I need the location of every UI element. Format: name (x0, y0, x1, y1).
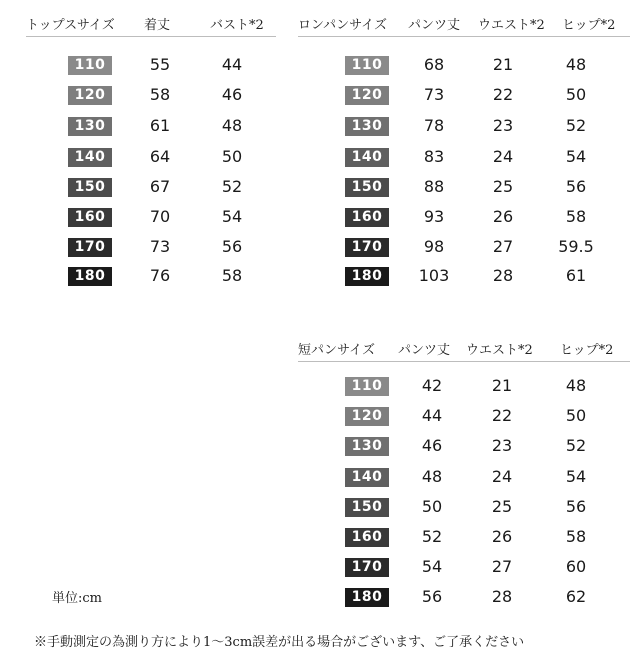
length-value: 56 (421, 587, 443, 606)
size-badge: 180 (345, 267, 389, 286)
waist-value: 26 (492, 207, 514, 226)
table-row (26, 207, 276, 237)
short-pants-size-table (298, 331, 630, 621)
table-row (26, 116, 276, 146)
length-value: 55 (149, 55, 171, 74)
short-pants-header-length: パンツ丈 (398, 343, 451, 358)
waist-value: 23 (491, 436, 513, 455)
size-badge: 110 (345, 377, 389, 396)
size-badge: 170 (345, 558, 389, 577)
table-row (26, 237, 276, 267)
hip-value: 48 (565, 55, 587, 74)
hip-value: 56 (565, 177, 587, 196)
hip-value: 58 (565, 207, 587, 226)
length-value: 103 (418, 266, 450, 285)
size-badge: 150 (68, 178, 112, 197)
length-value: 70 (149, 207, 171, 226)
waist-value: 27 (492, 237, 514, 256)
size-badge: 150 (345, 498, 389, 517)
long-pants-header-hip: ヒップ*2 (562, 18, 616, 33)
bust-value: 44 (221, 55, 243, 74)
table-row (26, 55, 276, 85)
bust-value: 52 (221, 177, 243, 196)
hip-value: 52 (565, 116, 587, 135)
length-value: 42 (421, 376, 443, 395)
table-row (298, 527, 630, 557)
hip-value: 50 (565, 85, 587, 104)
size-badge: 140 (345, 148, 389, 167)
table-row (298, 587, 630, 617)
table-row (298, 237, 630, 267)
table-row (298, 85, 630, 115)
length-value: 46 (421, 436, 443, 455)
hip-value: 58 (565, 527, 587, 546)
waist-value: 24 (491, 467, 513, 486)
hip-value: 60 (565, 557, 587, 576)
size-badge: 130 (68, 117, 112, 136)
short-pants-header-row (298, 331, 630, 362)
bust-value: 54 (221, 207, 243, 226)
tops-header-length: 着丈 (144, 18, 171, 33)
tops-header-row (26, 6, 276, 37)
hip-value: 48 (565, 376, 587, 395)
length-value: 68 (423, 55, 445, 74)
table-row (298, 467, 630, 497)
table-row (298, 147, 630, 177)
table-row (298, 207, 630, 237)
waist-value: 23 (492, 116, 514, 135)
measurement-note: ※手動測定の為測り方により1～3cm誤差が出る場合がございます、ご了承ください (34, 635, 525, 650)
table-row (298, 55, 630, 85)
tops-header-bust: バスト*2 (210, 18, 264, 33)
length-value: 52 (421, 527, 443, 546)
table-row (26, 177, 276, 207)
size-badge: 160 (345, 208, 389, 227)
hip-value: 54 (565, 147, 587, 166)
waist-value: 22 (492, 85, 514, 104)
table-row (26, 147, 276, 177)
table-row (26, 85, 276, 115)
bust-value: 48 (221, 116, 243, 135)
long-pants-header-size: ロンパンサイズ (298, 18, 388, 33)
size-badge: 180 (345, 588, 389, 607)
size-badge: 140 (345, 468, 389, 487)
size-badge: 120 (68, 86, 112, 105)
length-value: 67 (149, 177, 171, 196)
table-row (298, 177, 630, 207)
waist-value: 22 (491, 406, 513, 425)
long-pants-size-table (298, 6, 630, 296)
waist-value: 26 (491, 527, 513, 546)
table-row (26, 266, 276, 296)
size-badge: 150 (345, 178, 389, 197)
bust-value: 46 (221, 85, 243, 104)
size-badge: 170 (345, 238, 389, 257)
short-pants-header-waist: ウエスト*2 (466, 343, 533, 358)
length-value: 88 (423, 177, 445, 196)
waist-value: 24 (492, 147, 514, 166)
waist-value: 28 (491, 587, 513, 606)
size-badge: 140 (68, 148, 112, 167)
hip-value: 52 (565, 436, 587, 455)
table-row (298, 266, 630, 296)
length-value: 48 (421, 467, 443, 486)
length-value: 64 (149, 147, 171, 166)
size-badge: 120 (345, 86, 389, 105)
table-row (298, 376, 630, 406)
long-pants-header-waist: ウエスト*2 (478, 18, 545, 33)
size-badge: 110 (68, 56, 112, 75)
size-badge: 160 (345, 528, 389, 547)
size-badge: 170 (68, 238, 112, 257)
length-value: 44 (421, 406, 443, 425)
tops-header-size: トップスサイズ (26, 18, 115, 33)
waist-value: 28 (492, 266, 514, 285)
length-value: 58 (149, 85, 171, 104)
table-row (298, 406, 630, 436)
size-badge: 130 (345, 117, 389, 136)
waist-value: 21 (492, 55, 514, 74)
length-value: 83 (423, 147, 445, 166)
length-value: 93 (423, 207, 445, 226)
length-value: 76 (149, 266, 171, 285)
waist-value: 25 (492, 177, 514, 196)
table-row (298, 116, 630, 146)
hip-value: 50 (565, 406, 587, 425)
length-value: 98 (423, 237, 445, 256)
bust-value: 50 (221, 147, 243, 166)
bust-value: 58 (221, 266, 243, 285)
size-badge: 160 (68, 208, 112, 227)
hip-value: 62 (565, 587, 587, 606)
length-value: 78 (423, 116, 445, 135)
waist-value: 25 (491, 497, 513, 516)
long-pants-header-row (298, 6, 630, 37)
length-value: 73 (149, 237, 171, 256)
unit-label: 単位:cm (52, 591, 102, 606)
waist-value: 27 (491, 557, 513, 576)
size-badge: 120 (345, 407, 389, 426)
hip-value: 54 (565, 467, 587, 486)
hip-value: 59.5 (558, 237, 594, 256)
waist-value: 21 (491, 376, 513, 395)
short-pants-header-hip: ヒップ*2 (560, 343, 614, 358)
hip-value: 61 (565, 266, 587, 285)
table-row (298, 436, 630, 466)
length-value: 61 (149, 116, 171, 135)
length-value: 73 (423, 85, 445, 104)
length-value: 50 (421, 497, 443, 516)
tops-size-table (26, 6, 276, 296)
size-badge: 180 (68, 267, 112, 286)
bust-value: 56 (221, 237, 243, 256)
hip-value: 56 (565, 497, 587, 516)
table-row (298, 497, 630, 527)
size-badge: 110 (345, 56, 389, 75)
long-pants-header-length: パンツ丈 (408, 18, 461, 33)
size-badge: 130 (345, 437, 389, 456)
length-value: 54 (421, 557, 443, 576)
short-pants-header-size: 短パンサイズ (298, 343, 375, 358)
table-row (298, 557, 630, 587)
